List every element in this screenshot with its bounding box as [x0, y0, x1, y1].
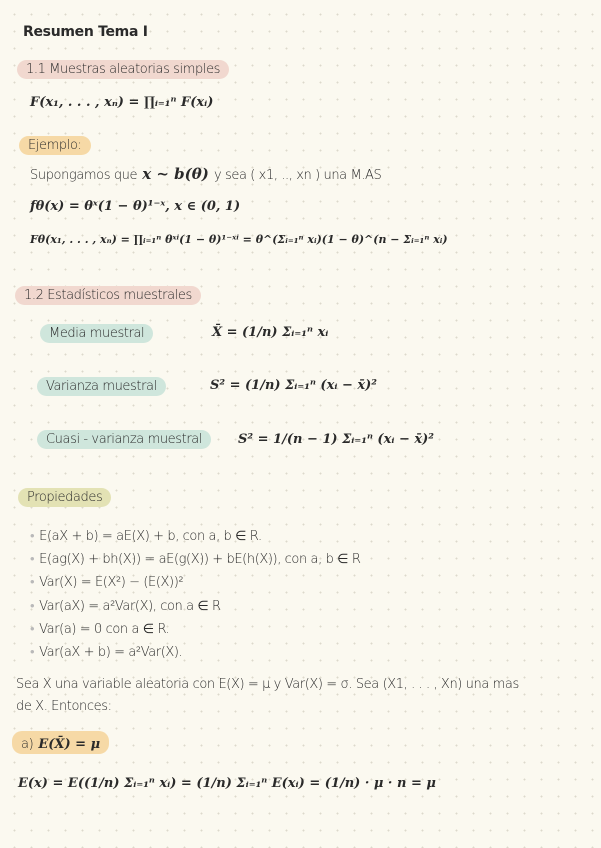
statement-line-1: Sea X una variable aleatoria con E(X) = μ y Var(X) = σ. Sea (X1, . . . , Xn) una mas — [16, 677, 519, 692]
property-item — [30, 621, 169, 637]
statement-line-2: de X. Entonces: — [16, 699, 112, 714]
bullet-icon: • — [30, 529, 35, 544]
section-heading-estadisticos: 1.2 Estadísticos muestrales — [15, 286, 201, 305]
result-a-label — [12, 731, 109, 754]
formula-density: fθ(x) = θˣ(1 − θ)¹⁻ˣ, x ∈ (0, 1) — [30, 199, 241, 214]
bullet-icon: • — [30, 575, 35, 590]
stat-formula-varianza: S² = (1/n) Σᵢ₌₁ⁿ (xᵢ − x̄)² — [210, 378, 377, 393]
bullet-icon: • — [30, 645, 35, 660]
property-item — [30, 644, 182, 660]
example-line-suffix: y sea ( x1, .., xn ) una M.AS — [213, 168, 382, 183]
example-line-prefix: Supongamos que — [30, 168, 138, 183]
property-item — [30, 551, 360, 567]
example-line-math: x ~ b(θ) — [142, 165, 209, 183]
formula-joint-bernoulli: Fθ(x₁, . . . , xₙ) = ∏ᵢ₌₁ⁿ θˣⁱ(1 − θ)¹⁻ˣⁱ = θ^(Σᵢ₌₁ⁿ xᵢ)(1 − θ)^(n − Σᵢ₌₁ⁿ xᵢ) — [30, 233, 448, 246]
property-text: E(aX + b) = aE(X) + b, con a, b ∈ R. — [39, 529, 262, 544]
stat-formula-cuasivarianza: S² = 1/(n − 1) Σᵢ₌₁ⁿ (xᵢ − x̄)² — [238, 432, 434, 447]
stat-label-varianza: Varianza muestral — [37, 377, 166, 396]
properties-heading: Propiedades — [18, 488, 111, 507]
stat-label-media: Media muestral — [40, 324, 153, 343]
page-title: Resumen Tema I — [23, 24, 148, 40]
property-item — [30, 598, 221, 614]
property-item — [30, 574, 183, 590]
property-text: E(ag(X) + bh(X)) = aE(g(X)) + bE(h(X)), con a, b ∈ R — [39, 552, 361, 567]
formula-product-distribution: F(x₁, . . . , xₙ) = ∏ᵢ₌₁ⁿ F(xᵢ) — [30, 95, 214, 110]
bullet-icon: • — [30, 599, 35, 614]
property-text: Var(X) = E(X²) − (E(X))² — [39, 575, 184, 590]
result-a-derivation: E(x) = E((1/n) Σᵢ₌₁ⁿ xᵢ) = (1/n) Σᵢ₌₁ⁿ E(xᵢ) = (1/n) · μ · n = μ — [18, 776, 436, 791]
example-line — [30, 164, 381, 183]
example-label: Ejemplo: — [19, 136, 91, 155]
property-text: Var(aX) = a²Var(X), con a ∈ R — [39, 599, 221, 614]
property-text: Var(a) = 0 con a ∈ R. — [39, 622, 170, 637]
property-item — [30, 528, 262, 544]
bullet-icon: • — [30, 552, 35, 567]
section-heading-muestras: 1.1 Muestras aleatorias simples — [17, 60, 229, 79]
result-a-math: E(X̄) = μ — [38, 737, 101, 752]
bullet-icon: • — [30, 622, 35, 637]
stat-formula-media: X̄ = (1/n) Σᵢ₌₁ⁿ xᵢ — [212, 325, 329, 340]
stat-label-cuasivarianza: Cuasi - varianza muestral — [37, 430, 211, 449]
result-a-letter: a) — [21, 737, 34, 752]
property-text: Var(aX + b) = a²Var(X). — [39, 645, 183, 660]
